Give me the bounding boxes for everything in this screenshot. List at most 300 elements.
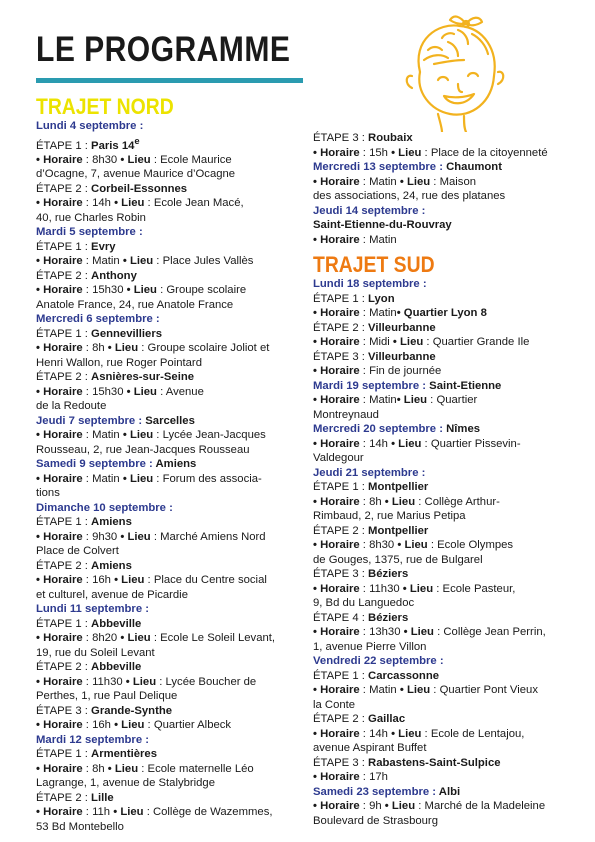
day-heading xyxy=(313,422,575,437)
horaire-value: 15h30 xyxy=(92,284,124,297)
separator: : xyxy=(138,762,148,775)
etape-line xyxy=(313,611,575,626)
bullet: • xyxy=(313,626,321,638)
etape-label: ÉTAPE 2 : xyxy=(313,524,369,537)
address-line: Lagrange, 1, avenue de Stalybridge xyxy=(36,777,216,790)
separator: : xyxy=(359,146,370,159)
address-line: Place de Colvert xyxy=(36,545,119,558)
lieu-value: Marché Amiens Nord xyxy=(160,530,266,543)
etape-city: Paris 14 xyxy=(91,139,135,152)
address-line: 53 Bd Montebello xyxy=(36,820,124,833)
bullet: • xyxy=(313,771,321,783)
horaire-label: Horaire xyxy=(320,394,360,406)
etape-line xyxy=(36,515,298,530)
day-heading xyxy=(313,160,575,175)
etape-line xyxy=(313,321,575,336)
lieu-value: Maison xyxy=(439,175,477,188)
horaire-label: Horaire xyxy=(43,255,83,268)
bullet: • xyxy=(36,153,44,166)
lieu-value: Quartier Pissevin- xyxy=(430,437,521,450)
horaire-label: Horaire xyxy=(320,582,360,595)
etape-label: ÉTAPE 2 : xyxy=(36,791,92,804)
address-line: Henri Wallon, rue Roger Pointard xyxy=(36,356,202,369)
bullet: • xyxy=(104,762,115,775)
etape-line xyxy=(36,182,298,197)
bullet: • xyxy=(36,429,44,442)
separator: : xyxy=(359,771,370,783)
address-line: d’Ocagne, 7, avenue Maurice d’Ocagne xyxy=(36,168,236,181)
day-label: Mercredi 13 septembre : xyxy=(313,161,447,173)
day-label: Lundi 4 septembre : xyxy=(36,120,144,132)
separator: : xyxy=(143,806,153,819)
bullet: • xyxy=(110,719,122,732)
lieu-label: Lieu xyxy=(129,472,154,485)
bullet: • xyxy=(381,800,392,812)
lieu-value: Ecole maternelle Léo xyxy=(147,762,254,775)
horaire-label: Horaire xyxy=(43,197,83,210)
bullet: • xyxy=(313,146,321,159)
bullet: • xyxy=(313,394,321,406)
lieu-value: Quartier Grande Ile xyxy=(432,336,530,348)
horaire-value: 11h30 xyxy=(92,675,123,688)
bullet: • xyxy=(313,684,321,696)
day-heading xyxy=(313,785,575,800)
etape-label: ÉTAPE 1 : xyxy=(313,669,369,682)
horaire-value: Matin xyxy=(369,684,397,696)
address-line: Rimbaud, 2, rue Marius Petipa xyxy=(313,510,466,522)
lieu-value: Lycée Boucher de xyxy=(165,675,257,688)
bullet: • xyxy=(396,394,404,406)
etape-label: ÉTAPE 2 : xyxy=(313,713,369,725)
etape-city: Rabastens-Saint-Sulpice xyxy=(368,756,501,769)
separator: : xyxy=(359,727,370,740)
lieu-value: Ecole Le Soleil Levant, xyxy=(160,632,276,645)
city-line: Saint-Etienne-du-Rouvray xyxy=(313,219,452,231)
horaire-label: Horaire xyxy=(43,342,83,355)
bullet: • xyxy=(313,307,321,319)
etape-city: Amiens xyxy=(91,516,132,529)
horaire-label: Horaire xyxy=(43,429,83,442)
etape-label: ÉTAPE 2 : xyxy=(36,182,92,195)
bullet: • xyxy=(36,762,44,775)
bullet: • xyxy=(313,800,321,812)
horaire-value: Fin de journée xyxy=(369,365,442,377)
separator: : xyxy=(427,539,438,551)
etape-label: ÉTAPE 1 : xyxy=(36,139,92,152)
etape-label: ÉTAPE 2 : xyxy=(36,661,92,674)
separator: : xyxy=(82,719,93,732)
separator: : xyxy=(82,806,93,819)
day-label: Lundi 11 septembre : xyxy=(36,603,149,616)
horaire-value: Matin xyxy=(369,307,397,319)
etape-line xyxy=(36,269,298,284)
day-label: Samedi 9 septembre : xyxy=(36,458,156,471)
bullet: • xyxy=(122,675,133,688)
etape-city: Armentières xyxy=(91,748,157,761)
separator: : xyxy=(359,684,370,696)
lieu-value: Ecole de Lentajou, xyxy=(430,727,525,740)
bullet: • xyxy=(313,582,321,595)
horaire-value: 16h xyxy=(92,574,111,587)
horaire-lieu-line xyxy=(313,175,575,190)
horaire-value: Matin xyxy=(369,233,397,246)
bullet: • xyxy=(110,574,122,587)
separator: : xyxy=(359,394,370,406)
horaire-lieu-line xyxy=(36,341,298,356)
separator: : xyxy=(82,197,93,210)
lieu-label: Lieu xyxy=(391,800,416,812)
bullet: • xyxy=(313,495,321,508)
separator: : xyxy=(144,197,154,210)
etape-city: Lyon xyxy=(368,292,395,305)
etape-line xyxy=(313,480,575,495)
separator: : xyxy=(153,472,163,485)
etape-city: Lille xyxy=(91,791,114,804)
bullet: • xyxy=(313,727,321,740)
bullet: • xyxy=(36,385,44,398)
lieu-label: Lieu xyxy=(127,530,151,543)
etape-label: ÉTAPE 3 : xyxy=(313,568,369,580)
horaire-lieu-line xyxy=(36,573,298,588)
day-label: Vendredi 22 septembre : xyxy=(313,655,444,667)
lieu-label: Lieu xyxy=(403,394,428,406)
etape-line xyxy=(313,350,575,365)
lieu-label: Lieu xyxy=(127,632,151,645)
day-heading xyxy=(36,414,298,429)
etape-city: Asnières-sur-Seine xyxy=(91,371,195,384)
separator: : xyxy=(150,153,161,166)
separator: : xyxy=(82,284,93,297)
etape-line xyxy=(36,660,298,675)
lieu-label: Lieu xyxy=(127,153,151,166)
day-city: Nîmes xyxy=(446,423,481,435)
separator: : xyxy=(82,153,93,166)
bullet: • xyxy=(396,684,407,696)
page-title: LE PROGRAMME xyxy=(36,30,291,69)
bullet: • xyxy=(36,574,44,587)
horaire-lieu-line xyxy=(313,335,575,350)
day-city: Amiens xyxy=(155,458,197,471)
etape-line xyxy=(36,240,298,255)
bullet: • xyxy=(36,472,44,485)
bullet: • xyxy=(123,284,134,297)
day-heading xyxy=(36,312,298,327)
separator: : xyxy=(359,495,370,508)
separator: : xyxy=(82,255,93,268)
horaire-lieu-line xyxy=(313,146,575,161)
bullet: • xyxy=(396,307,404,319)
day-label: Jeudi 21 septembre : xyxy=(313,466,426,479)
address-line: Montreynaud xyxy=(313,408,379,421)
lieu-label: Lieu xyxy=(400,336,424,348)
horaire-lieu-line xyxy=(313,727,575,742)
horaire-lieu-line xyxy=(36,805,298,820)
horaire-label: Horaire xyxy=(43,632,83,645)
horaire-value: 8h xyxy=(92,342,105,355)
horaire-label: Horaire xyxy=(320,495,360,508)
bullet: • xyxy=(110,806,121,819)
etape-city: Anthony xyxy=(91,269,137,282)
horaire-value: 15h30 xyxy=(92,385,124,398)
etape-label: ÉTAPE 2 : xyxy=(36,371,92,384)
bullet: • xyxy=(36,197,44,210)
etape-line xyxy=(36,134,298,153)
lieu-value: Ecole Jean Macé, xyxy=(153,197,244,210)
horaire-value: 13h30 xyxy=(369,626,401,638)
trajet-nord-schedule-continued xyxy=(313,131,575,247)
bullet: • xyxy=(396,175,407,188)
lieu-value: Collège Jean Perrin, xyxy=(443,626,546,638)
lieu-label: Lieu xyxy=(129,255,154,268)
separator: : xyxy=(359,626,370,638)
separator: : xyxy=(138,342,148,355)
horaire-label: Horaire xyxy=(43,284,83,297)
horaire-lieu-line xyxy=(36,153,298,168)
separator: : xyxy=(82,472,93,485)
separator: : xyxy=(359,365,370,377)
separator: : xyxy=(156,675,166,688)
lieu-label: Lieu xyxy=(398,437,422,450)
lieu-label: Lieu xyxy=(121,719,145,732)
bullet: • xyxy=(389,336,401,348)
lieu-value: Place du Centre social xyxy=(153,574,267,587)
address-line: tions xyxy=(36,487,60,500)
address-line: avenue Aspirant Buffet xyxy=(313,742,427,754)
lieu-label: Lieu xyxy=(409,582,434,595)
etape-label: ÉTAPE 2 : xyxy=(36,559,92,572)
horaire-value: 14h xyxy=(92,197,111,210)
etape-city: Villeurbanne xyxy=(368,350,436,363)
horaire-lieu-line xyxy=(313,683,575,698)
etape-label: ÉTAPE 2 : xyxy=(313,321,369,334)
horaire-value: 8h xyxy=(369,495,382,508)
horaire-lieu-line xyxy=(36,428,298,443)
trajet-sud-title: TRAJET SUD xyxy=(313,252,435,277)
horaire-label: Horaire xyxy=(43,719,83,732)
day-heading xyxy=(313,204,575,219)
lieu-value: Quartier Pont Vieux xyxy=(439,684,538,696)
day-heading xyxy=(313,466,575,481)
separator: : xyxy=(421,146,431,159)
etape-line xyxy=(313,524,575,539)
address-line: Boulevard de Strasbourg xyxy=(313,814,438,827)
separator: : xyxy=(359,175,370,188)
horaire-label: Horaire xyxy=(320,233,360,246)
horaire-label: Horaire xyxy=(320,684,360,696)
etape-line xyxy=(36,791,298,806)
horaire-value: 11h xyxy=(92,806,111,819)
separator: : xyxy=(415,800,425,812)
etape-label: ÉTAPE 3 : xyxy=(313,350,369,363)
lieu-value: Avenue xyxy=(165,385,204,398)
horaire-label: Horaire xyxy=(320,539,360,551)
horaire-value: 14h xyxy=(369,437,388,450)
address-line: 19, rue du Soleil Levant xyxy=(36,646,155,659)
etape-line xyxy=(313,756,575,771)
lieu-label: Lieu xyxy=(133,385,157,398)
horaire-lieu-line xyxy=(36,718,298,733)
day-label: Jeudi 14 septembre : xyxy=(313,204,426,217)
horaire-label: Horaire xyxy=(320,771,360,783)
day-label: Mardi 12 septembre : xyxy=(36,733,150,746)
horaire-lieu-line xyxy=(313,306,575,321)
horaire-label: Horaire xyxy=(320,727,360,740)
bullet: • xyxy=(104,342,115,355)
day-label: Lundi 18 septembre : xyxy=(313,278,427,290)
separator: : xyxy=(433,626,444,638)
horaire-value: 8h30 xyxy=(92,153,118,166)
address-line: 9, Bd du Languedoc xyxy=(313,597,415,609)
day-label: Mercredi 6 septembre : xyxy=(36,313,160,326)
lieu-value: Marché de la Madeleine xyxy=(424,800,546,812)
horaire-value: 11h30 xyxy=(369,582,400,595)
bullet: • xyxy=(36,675,44,688)
horaire-value: 8h30 xyxy=(369,539,395,551)
etape-city: Grande-Synthe xyxy=(91,704,173,717)
horaire-value: Midi xyxy=(369,336,390,348)
bullet: • xyxy=(119,429,130,442)
horaire-label: Horaire xyxy=(43,806,83,819)
separator: : xyxy=(359,800,370,812)
etape-city: Béziers xyxy=(368,611,409,624)
lieu-label: Lieu xyxy=(398,727,422,740)
horaire-lieu-line xyxy=(313,799,575,814)
lieu-label: Lieu xyxy=(398,146,422,159)
day-heading xyxy=(36,602,298,617)
horaire-label: Horaire xyxy=(320,626,360,638)
lieu-label: Lieu xyxy=(120,806,144,819)
bullet: • xyxy=(313,437,321,450)
separator: : xyxy=(150,530,161,543)
horaire-lieu-line xyxy=(36,283,298,298)
bullet: • xyxy=(36,719,44,732)
horaire-lieu-line xyxy=(36,631,298,646)
bullet: • xyxy=(313,336,321,348)
lieu-label: Lieu xyxy=(114,762,139,775)
etape-line xyxy=(313,669,575,684)
lieu-label: Lieu xyxy=(114,342,139,355)
etape-city: Montpellier xyxy=(368,481,429,493)
etape-label: ÉTAPE 3 : xyxy=(36,704,92,717)
horaire-label: Horaire xyxy=(320,175,360,188)
day-label: Mercredi 20 septembre : xyxy=(313,423,447,435)
bullet: • xyxy=(36,284,44,297)
bullet: • xyxy=(36,806,44,819)
day-heading xyxy=(313,277,575,292)
day-city: Sarcelles xyxy=(145,414,195,427)
lieu-label: Lieu xyxy=(121,574,145,587)
bullet: • xyxy=(387,437,399,450)
separator: : xyxy=(423,336,433,348)
lieu-label: Lieu xyxy=(133,284,157,297)
bullet: • xyxy=(313,175,321,188)
bullet: • xyxy=(117,632,128,645)
horaire-value: 8h20 xyxy=(92,632,118,645)
lieu-value: Quartier Lyon 8 xyxy=(403,307,487,319)
lieu-value: Groupe scolaire xyxy=(166,284,247,297)
lieu-label: Lieu xyxy=(132,675,157,688)
separator: : xyxy=(82,632,93,645)
horaire-value: 8h xyxy=(92,762,105,775)
horaire-value: Matin xyxy=(369,175,397,188)
day-heading xyxy=(36,501,298,516)
bullet: • xyxy=(399,582,410,595)
bullet: • xyxy=(36,342,44,355)
separator: : xyxy=(359,437,370,450)
etape-label: ÉTAPE 1 : xyxy=(313,292,369,305)
etape-city-suffix: e xyxy=(134,134,140,146)
lieu-value: Collège Arthur- xyxy=(424,495,500,508)
etape-city: Roubaix xyxy=(368,132,413,144)
separator: : xyxy=(153,255,163,268)
separator: : xyxy=(153,429,163,442)
bullet: • xyxy=(313,233,321,246)
etape-line xyxy=(36,327,298,342)
bullet: • xyxy=(313,365,321,377)
etape-city: Villeurbanne xyxy=(368,321,436,334)
day-city: Chaumont xyxy=(446,161,502,173)
lieu-label: Lieu xyxy=(391,495,416,508)
horaire-lieu-line xyxy=(36,530,298,545)
lieu-value: Place Jules Vallès xyxy=(162,255,254,268)
horaire-value: 14h xyxy=(369,727,388,740)
lieu-value: Groupe scolaire Joliot et xyxy=(147,342,270,355)
day-label: Dimanche 10 septembre : xyxy=(36,501,173,514)
day-label: Mardi 5 septembre : xyxy=(36,226,143,239)
etape-city: Gennevilliers xyxy=(91,327,162,340)
child-mascot-illustration xyxy=(398,10,508,132)
bullet: • xyxy=(381,495,392,508)
horaire-value: Matin xyxy=(369,394,397,406)
lieu-value: Quartier xyxy=(436,394,478,406)
trajet-sud-schedule xyxy=(313,277,575,828)
horaire-lieu-line xyxy=(313,495,575,510)
horaire-lieu-line xyxy=(313,625,575,640)
separator: : xyxy=(421,437,431,450)
etape-label: ÉTAPE 4 : xyxy=(313,611,369,624)
etape-city: Montpellier xyxy=(368,524,429,537)
horaire-line xyxy=(313,770,575,785)
lieu-value: Ecole Maurice xyxy=(160,153,232,166)
address-line: 40, rue Charles Robin xyxy=(36,211,146,224)
horaire-label: Horaire xyxy=(43,675,83,688)
horaire-lieu-line xyxy=(313,582,575,597)
etape-line xyxy=(36,747,298,762)
etape-city: Amiens xyxy=(91,559,132,572)
day-city: Albi xyxy=(438,785,461,798)
address-line: Valdegour xyxy=(313,452,364,464)
day-heading xyxy=(36,457,298,472)
etape-label: ÉTAPE 1 : xyxy=(36,617,92,630)
separator: : xyxy=(150,632,161,645)
etape-city: Gaillac xyxy=(368,713,406,725)
lieu-value: Quartier Albeck xyxy=(153,719,232,732)
bullet: • xyxy=(387,727,399,740)
bullet: • xyxy=(110,197,122,210)
etape-city: Carcassonne xyxy=(368,669,439,682)
separator: : xyxy=(82,762,93,775)
separator: : xyxy=(359,233,370,246)
lieu-value: Lycée Jean-Jacques xyxy=(162,429,266,442)
etape-label: ÉTAPE 1 : xyxy=(36,240,92,253)
etape-city: Abbeville xyxy=(91,617,142,630)
horaire-lieu-line xyxy=(36,196,298,211)
separator: : xyxy=(415,495,425,508)
lieu-label: Lieu xyxy=(404,539,428,551)
bullet: • xyxy=(117,153,128,166)
horaire-label: Horaire xyxy=(43,385,83,398)
etape-line xyxy=(36,559,298,574)
